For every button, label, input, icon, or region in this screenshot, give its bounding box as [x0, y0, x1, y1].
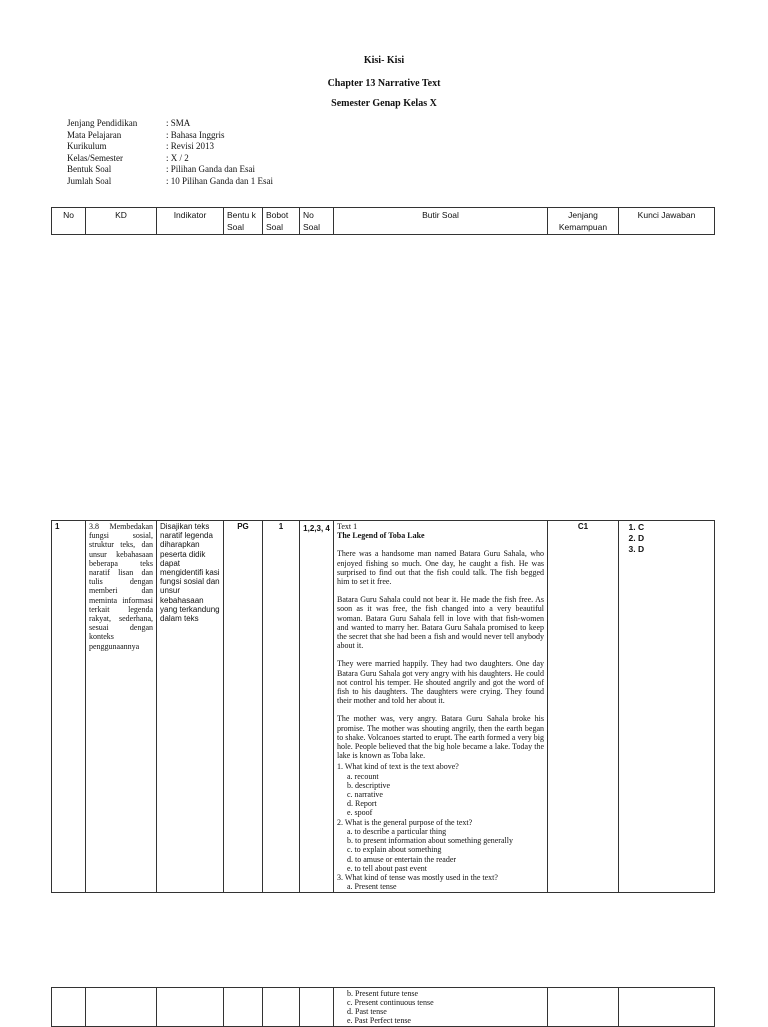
option: e. spoof	[347, 808, 373, 818]
story-paragraph: The mother was, very angry. Batara Guru Sahala broke his promise. The mother was shouting angrily, then the earth began to shake. Volcanoes started to erupt. The earth formed a very big hole. People believed that the big hole became a lake. Today the lake is known as Toba lake.	[337, 714, 544, 761]
meta-row	[67, 130, 273, 142]
col-indikator: Indikator	[157, 208, 224, 235]
header-table	[51, 207, 715, 235]
empty-cell	[300, 988, 334, 1027]
table-row	[52, 988, 715, 1027]
kd-cell: 3.8 Membedakan fungsi sosial, struktur teks, dan unsur kebahasaan beberapa teks naratif lisan dan tulis dengan memberi dan meminta informasi terkait legenda rakyat, sederhana, sesuai dengan konteks penggunaannya	[86, 521, 157, 893]
text-label: Text 1	[337, 522, 358, 531]
bobot-cell: 1	[263, 521, 300, 893]
meta-value: : Revisi 2013	[166, 141, 215, 152]
continuation-table	[51, 987, 715, 1027]
option: e. to tell about past event	[347, 863, 427, 873]
meta-value: : SMA	[166, 118, 191, 128]
meta-label: Kurikulum	[67, 141, 107, 152]
col-kd: KD	[86, 208, 157, 235]
chapter-title: Chapter 13 Narrative Text	[327, 78, 441, 89]
option: a. to describe a particular thing	[347, 826, 447, 836]
meta-label: Jumlah Soal	[67, 175, 112, 186]
empty-cell	[224, 988, 263, 1027]
meta-row	[67, 153, 273, 165]
butir-soal-continued	[334, 988, 548, 1027]
indikator-cell: Disajikan teks naratif legenda diharapkan peserta didik dapat mengidentifi kasi fungsi sosial dan unsur kebahasaan yang terkandung dalam teks	[157, 521, 224, 893]
col-butir-soal: Butir Soal	[334, 208, 548, 235]
header-row	[52, 208, 715, 235]
row-no: 1	[52, 521, 86, 893]
meta-info	[67, 118, 273, 188]
table-row	[52, 521, 715, 893]
story-paragraph: There was a handsome man named Batara Guru Sahala, who enjoyed fishing so much. One day, he caught a fish. He was surprised to find out that the fish could talk. The fish begged him to set it free.	[337, 549, 544, 587]
kunci-cell	[619, 521, 715, 893]
answer-key-list	[622, 522, 711, 555]
no-soal-cell: 1,2,3, 4	[300, 521, 334, 893]
semester-title: Semester Genap Kelas X	[331, 98, 437, 109]
option: e. Past Perfect tense	[347, 1016, 411, 1025]
option: b. to present information about something generally	[347, 836, 513, 846]
meta-value: : X / 2	[166, 152, 189, 163]
col-bentuk-soal: Bentu k Soal	[224, 208, 263, 235]
option: c. Present continuous tense	[347, 998, 434, 1007]
answer-key: 3. D	[638, 544, 711, 555]
meta-label: Kelas/Semester	[67, 152, 123, 163]
option: a. Present tense	[347, 882, 397, 892]
empty-cell	[619, 988, 715, 1027]
empty-cell	[263, 988, 300, 1027]
option: d. Past tense	[347, 1007, 387, 1016]
meta-label: Jenjang Pendidikan	[67, 118, 138, 128]
question-2: 2. What is the general purpose of the text?	[337, 817, 473, 827]
story-paragraph: They were married happily. They had two daughters. One day Batara Guru Sahala got very angry with his daughters. He could not control his temper. He shouted angrily and got the word of fish to his daughters. The daughters were crying. They found their mother and told her about it.	[337, 659, 544, 706]
option: a. recount	[347, 771, 379, 781]
meta-value: : 10 Pilihan Ganda dan 1 Esai	[166, 175, 273, 186]
empty-cell	[548, 988, 619, 1027]
butir-soal-cell	[334, 521, 548, 893]
option: c. to explain about something	[347, 845, 442, 855]
story-paragraph: Batara Guru Sahala could not bear it. He made the fish free. As soon as it was free, the fish changed into a very beautiful woman. Batara Guru Sahala fell in love with that fish-women and wanted to marry her. Batara Guru Sahala promised to keep the secret that she had been a fish and would never tell anybody about it.	[337, 595, 544, 651]
bentuk-cell: PG	[224, 521, 263, 893]
meta-row	[67, 141, 273, 153]
meta-row	[67, 118, 273, 130]
option: c. narrative	[347, 790, 383, 800]
empty-cell	[52, 988, 86, 1027]
col-no-soal: No Soal	[300, 208, 334, 235]
empty-cell	[86, 988, 157, 1027]
doc-title: Kisi- Kisi	[363, 55, 405, 66]
col-kunci-jawaban: Kunci Jawaban	[619, 208, 715, 235]
meta-label: Mata Pelajaran	[67, 129, 122, 140]
question-1: 1. What kind of text is the text above?	[337, 762, 459, 772]
meta-row	[67, 176, 273, 188]
answer-key: 1. C	[638, 522, 711, 533]
meta-row	[67, 164, 273, 176]
meta-value: : Pilihan Ganda dan Esai	[166, 164, 255, 175]
option: b. descriptive	[347, 780, 391, 790]
col-jenjang-kemampuan: Jenjang Kemampuan	[548, 208, 619, 235]
meta-label: Bentuk Soal	[67, 164, 112, 175]
question-table	[51, 520, 715, 893]
option: b. Present future tense	[347, 989, 419, 998]
answer-key: 2. D	[638, 533, 711, 544]
empty-cell	[157, 988, 224, 1027]
story-title: The Legend of Toba Lake	[337, 531, 425, 541]
col-bobot-soal: Bobot Soal	[263, 208, 300, 235]
meta-value: : Bahasa Inggris	[166, 129, 225, 140]
question-3: 3. What kind of tense was mostly used in the text?	[337, 872, 498, 882]
option: d. Report	[347, 799, 377, 809]
jenjang-cell: C1	[548, 521, 619, 893]
col-no: No	[52, 208, 86, 235]
option: d. to amuse or entertain the reader	[347, 854, 457, 864]
